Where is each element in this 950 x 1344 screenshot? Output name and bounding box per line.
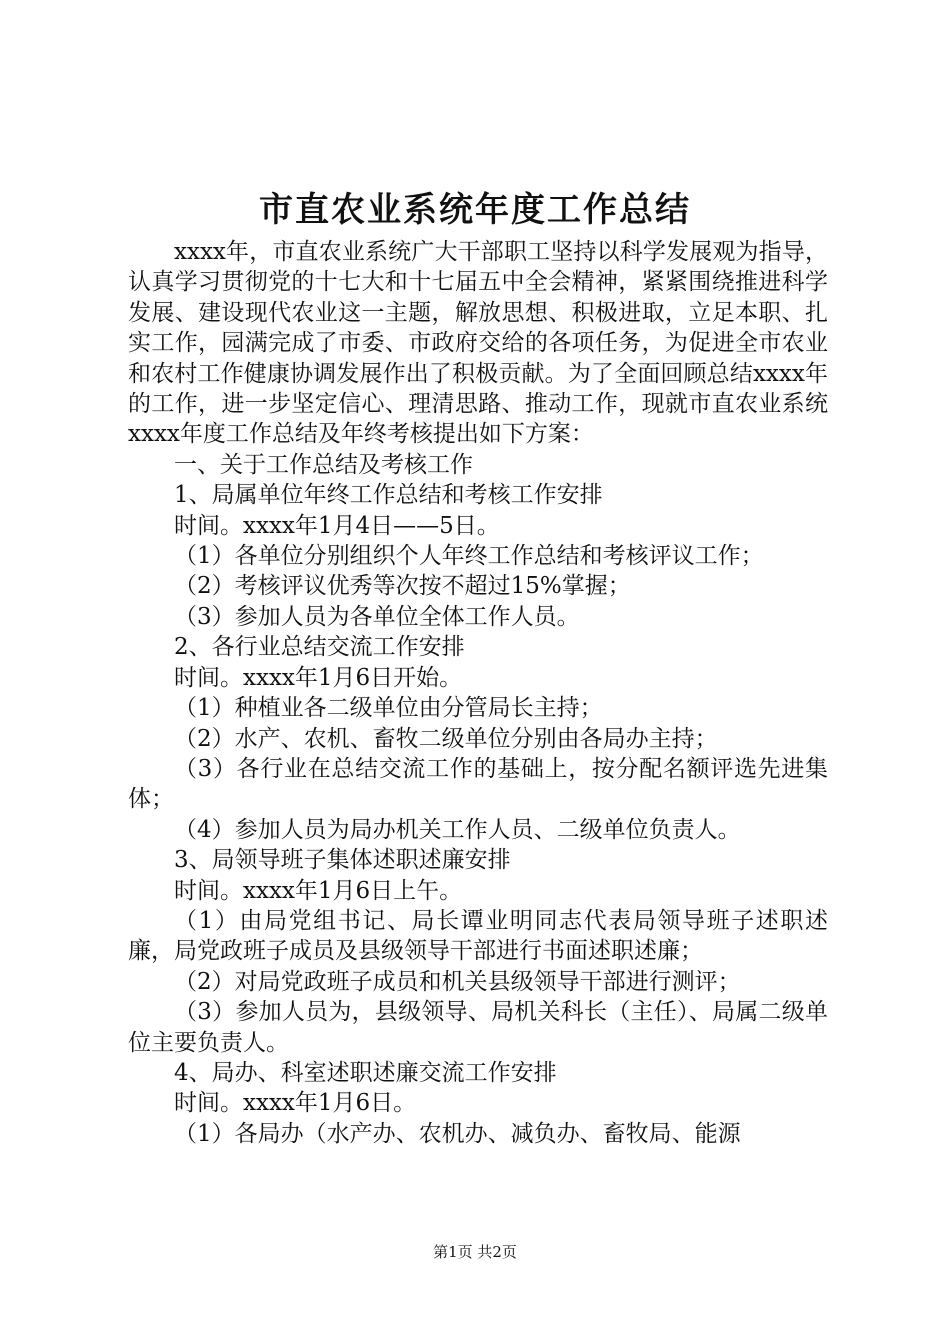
list-item: （3）各行业在总结交流工作的基础上，按分配名额评选先进集体； xyxy=(128,755,828,813)
list-item: （3）参加人员为，县级领导、局机关科长（主任）、局属二级单位主要负责人。 xyxy=(128,999,828,1056)
intro-paragraph: xxxx年，市直农业系统广大干部职工坚持以科学发展观为指导，认真学习贯彻党的十七大和十七届五中全会精神，紧紧围绕推进科学发展、建设现代农业这一主题，解放思想、积极进取，立足本职、扎实工作，园满完成了市委、市政府交给的各项任务，为促进全市农业和农村工作健康协调发展作出了积极贡献。为了全面回顾总结xxxx年的工作，进一步坚定信心、理清思路、推动工作，现就市直农业系统xxxx年度工作总结及年终考核提出如下方案： xyxy=(128,239,828,448)
list-item: （1）各单位分别组织个人年终工作总结和考核评议工作； xyxy=(174,543,764,570)
subsection-heading: 4、局办、科室述职述廉交流工作安排 xyxy=(174,1059,557,1086)
document-body xyxy=(128,237,828,1149)
page-footer: 第1页 共2页 xyxy=(433,1243,517,1261)
schedule-time: 时间。xxxx年1月6日上午。 xyxy=(174,877,463,904)
schedule-time: 时间。xxxx年1月6日。 xyxy=(174,1090,417,1117)
list-item: （3）参加人员为各单位全体工作人员。 xyxy=(174,603,580,630)
schedule-time: 时间。xxxx年1月6日开始。 xyxy=(174,664,463,691)
section-heading: 一、关于工作总结及考核工作 xyxy=(174,451,473,478)
subsection-heading: 1、局属单位年终工作总结和考核工作安排 xyxy=(174,482,603,509)
list-item: （1）种植业各二级单位由分管局长主持； xyxy=(174,695,603,722)
schedule-time: 时间。xxxx年1月4日——5日。 xyxy=(174,512,500,539)
list-item: （4）参加人员为局办机关工作人员、二级单位负责人。 xyxy=(174,816,741,843)
list-item: （2）考核评议优秀等次按不超过15%掌握； xyxy=(174,573,631,600)
list-item: （1）由局党组书记、局长谭业明同志代表局领导班子述职述廉，局党政班子成员及县级领导干部进行书面述职述廉； xyxy=(128,907,828,965)
document-title: 市直农业系统年度工作总结 xyxy=(259,190,691,230)
subsection-heading: 3、局领导班子集体述职述廉安排 xyxy=(174,847,511,874)
list-item: （1）各局办（水产办、农机办、减负办、畜牧局、能源 xyxy=(174,1120,741,1147)
list-item: （2）水产、农机、畜牧二级单位分别由各局办主持； xyxy=(174,725,718,752)
list-item: （2）对局党政班子成员和机关县级领导干部进行测评； xyxy=(174,968,741,995)
subsection-heading: 2、各行业总结交流工作安排 xyxy=(174,634,465,661)
